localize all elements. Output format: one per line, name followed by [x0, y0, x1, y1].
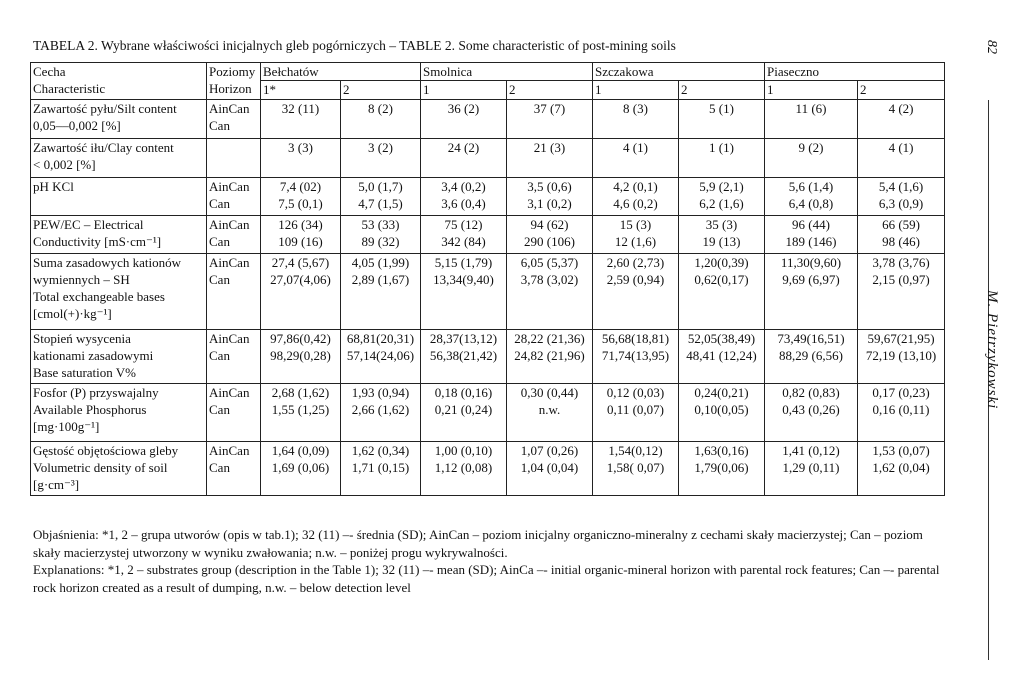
table-cell: 1,64 (0,09) 1,69 (0,06)	[261, 442, 341, 496]
table-row	[31, 139, 945, 178]
table-notes	[33, 526, 953, 596]
table-cell: 1,63(0,16) 1,79(0,06)	[679, 442, 765, 496]
row-label: Zawartość pyłu/Silt content 0,05––0,002 [%]	[31, 100, 207, 139]
table-cell: 1,07 (0,26) 1,04 (0,04)	[507, 442, 593, 496]
group-label: 2	[507, 81, 593, 100]
table-cell: 4 (1)	[593, 139, 679, 178]
table-cell: 4 (1)	[858, 139, 945, 178]
table-cell: 0,30 (0,44) n.w.	[507, 384, 593, 442]
table-cell: 5,9 (2,1) 6,2 (1,6)	[679, 178, 765, 216]
row-horizon: AinCan Can	[207, 330, 261, 384]
table-cell: 21 (3)	[507, 139, 593, 178]
table-row	[31, 216, 945, 254]
header-row	[31, 63, 945, 81]
header-characteristic: Cecha Characteristic	[31, 63, 207, 100]
row-horizon: AinCan Can	[207, 100, 261, 139]
group-label: 2	[341, 81, 421, 100]
table-cell: 32 (11)	[261, 100, 341, 139]
table-cell: 28,37(13,12) 56,38(21,42)	[421, 330, 507, 384]
table-cell: 3,5 (0,6) 3,1 (0,2)	[507, 178, 593, 216]
row-label: Stopień wysycenia kationami zasadowymi Base saturation V%	[31, 330, 207, 384]
table-cell: 27,4 (5,67) 27,07(4,06)	[261, 254, 341, 330]
table-cell: 66 (59) 98 (46)	[858, 216, 945, 254]
table-cell: 1,62 (0,34) 1,71 (0,15)	[341, 442, 421, 496]
table-cell: 11 (6)	[765, 100, 858, 139]
header-horizon: Poziomy Horizon	[207, 63, 261, 100]
notes-english: Explanations: *1, 2 – substrates group (description in the Table 1); 32 (11) –- mean (SD); AinCa –- initial organic-mineral horizon with parental rock features; Can –- parental rock horizon created as a result of dumping, n.w. – below detection level	[33, 562, 940, 595]
table-cell: 56,68(18,81) 71,74(13,95)	[593, 330, 679, 384]
table-cell: 9 (2)	[765, 139, 858, 178]
table-cell: 2,68 (1,62) 1,55 (1,25)	[261, 384, 341, 442]
table-cell: 5,0 (1,7) 4,7 (1,5)	[341, 178, 421, 216]
table-row	[31, 178, 945, 216]
running-author: M. Pietrzykowski	[984, 290, 1000, 410]
table-row	[31, 254, 945, 330]
header-site-szczakowa: Szczakowa	[593, 63, 765, 81]
table-body	[31, 63, 945, 496]
row-label: Fosfor (P) przyswajalny Available Phosphorus [mg·100g⁻¹]	[31, 384, 207, 442]
table-row	[31, 100, 945, 139]
row-label: Gęstość objętościowa gleby Volumetric density of soil [g·cm⁻³]	[31, 442, 207, 496]
table-cell: 7,4 (02) 7,5 (0,1)	[261, 178, 341, 216]
table-cell: 3,4 (0,2) 3,6 (0,4)	[421, 178, 507, 216]
row-horizon: AinCan Can	[207, 254, 261, 330]
table-cell: 4,05 (1,99) 2,89 (1,67)	[341, 254, 421, 330]
page-number: 82	[984, 40, 999, 54]
table-cell: 52,05(38,49) 48,41 (12,24)	[679, 330, 765, 384]
row-label: Zawartość iłu/Clay content < 0,002 [%]	[31, 139, 207, 178]
table-cell: 0,82 (0,83) 0,43 (0,26)	[765, 384, 858, 442]
table-cell: 8 (2)	[341, 100, 421, 139]
table-cell: 1,53 (0,07) 1,62 (0,04)	[858, 442, 945, 496]
table-cell: 35 (3) 19 (13)	[679, 216, 765, 254]
table-cell: 126 (34) 109 (16)	[261, 216, 341, 254]
table-cell: 5,4 (1,6) 6,3 (0,9)	[858, 178, 945, 216]
table-cell: 0,17 (0,23) 0,16 (0,11)	[858, 384, 945, 442]
table-cell: 0,24(0,21) 0,10(0,05)	[679, 384, 765, 442]
table-cell: 1,41 (0,12) 1,29 (0,11)	[765, 442, 858, 496]
table-cell: 96 (44) 189 (146)	[765, 216, 858, 254]
table-cell: 15 (3) 12 (1,6)	[593, 216, 679, 254]
table-cell: 0,12 (0,03) 0,11 (0,07)	[593, 384, 679, 442]
row-label: PEW/EC – Electrical Conductivity [mS·cm⁻¹]	[31, 216, 207, 254]
table-cell: 3 (3)	[261, 139, 341, 178]
group-label: 1	[593, 81, 679, 100]
table-cell: 53 (33) 89 (32)	[341, 216, 421, 254]
table-cell: 97,86(0,42) 98,29(0,28)	[261, 330, 341, 384]
group-label: 2	[858, 81, 945, 100]
table-row	[31, 442, 945, 496]
group-label: 1	[765, 81, 858, 100]
table-row	[31, 384, 945, 442]
notes-polish: Objaśnienia: *1, 2 – grupa utworów (opis w tab.1); 32 (11) –- średnia (SD); AinCan – poziom inicjalny organiczno-mineralny z cechami skały macierzystej; Can – poziom skały macierzystej utworzony w wyniku zwałowania; n.w. – poniżej progu wykrywalności.	[33, 527, 923, 560]
group-label: 1*	[261, 81, 341, 100]
table-cell: 24 (2)	[421, 139, 507, 178]
table-cell: 4,2 (0,1) 4,6 (0,2)	[593, 178, 679, 216]
data-table	[30, 62, 945, 496]
table-cell: 68,81(20,31) 57,14(24,06)	[341, 330, 421, 384]
header-site-belchatow: Bełchatów	[261, 63, 421, 81]
table-cell: 1,93 (0,94) 2,66 (1,62)	[341, 384, 421, 442]
table-cell: 0,18 (0,16) 0,21 (0,24)	[421, 384, 507, 442]
table-caption: TABELA 2. Wybrane właściwości inicjalnych gleb pogórniczych – TABLE 2. Some characteristic of post-mining soils	[33, 38, 676, 53]
row-label: pH KCl	[31, 178, 207, 216]
table-cell: 8 (3)	[593, 100, 679, 139]
table-cell: 1,00 (0,10) 1,12 (0,08)	[421, 442, 507, 496]
table-cell: 3 (2)	[341, 139, 421, 178]
table-cell: 94 (62) 290 (106)	[507, 216, 593, 254]
row-horizon: AinCan Can	[207, 178, 261, 216]
table-cell: 6,05 (5,37) 3,78 (3,02)	[507, 254, 593, 330]
row-horizon: AinCan Can	[207, 442, 261, 496]
row-horizon	[207, 139, 261, 178]
row-label: Suma zasadowych kationów wymiennych – SH Total exchangeable bases [cmol(+)·kg⁻¹]	[31, 254, 207, 330]
table-cell: 36 (2)	[421, 100, 507, 139]
table-cell: 5,15 (1,79) 13,34(9,40)	[421, 254, 507, 330]
header-site-smolnica: Smolnica	[421, 63, 593, 81]
table-cell: 37 (7)	[507, 100, 593, 139]
table-cell: 1 (1)	[679, 139, 765, 178]
table-cell: 3,78 (3,76) 2,15 (0,97)	[858, 254, 945, 330]
header-site-piaseczno: Piaseczno	[765, 63, 945, 81]
table-cell: 75 (12) 342 (84)	[421, 216, 507, 254]
table-cell: 5,6 (1,4) 6,4 (0,8)	[765, 178, 858, 216]
table-cell: 1,54(0,12) 1,58( 0,07)	[593, 442, 679, 496]
table-cell: 1,20(0,39) 0,62(0,17)	[679, 254, 765, 330]
group-label: 2	[679, 81, 765, 100]
table-cell: 2,60 (2,73) 2,59 (0,94)	[593, 254, 679, 330]
table-cell: 28,22 (21,36) 24,82 (21,96)	[507, 330, 593, 384]
table-cell: 5 (1)	[679, 100, 765, 139]
row-horizon: AinCan Can	[207, 216, 261, 254]
row-horizon: AinCan Can	[207, 384, 261, 442]
table-cell: 4 (2)	[858, 100, 945, 139]
table-row	[31, 330, 945, 384]
table-cell: 59,67(21,95) 72,19 (13,10)	[858, 330, 945, 384]
group-label: 1	[421, 81, 507, 100]
table-cell: 11,30(9,60) 9,69 (6,97)	[765, 254, 858, 330]
table-cell: 73,49(16,51) 88,29 (6,56)	[765, 330, 858, 384]
